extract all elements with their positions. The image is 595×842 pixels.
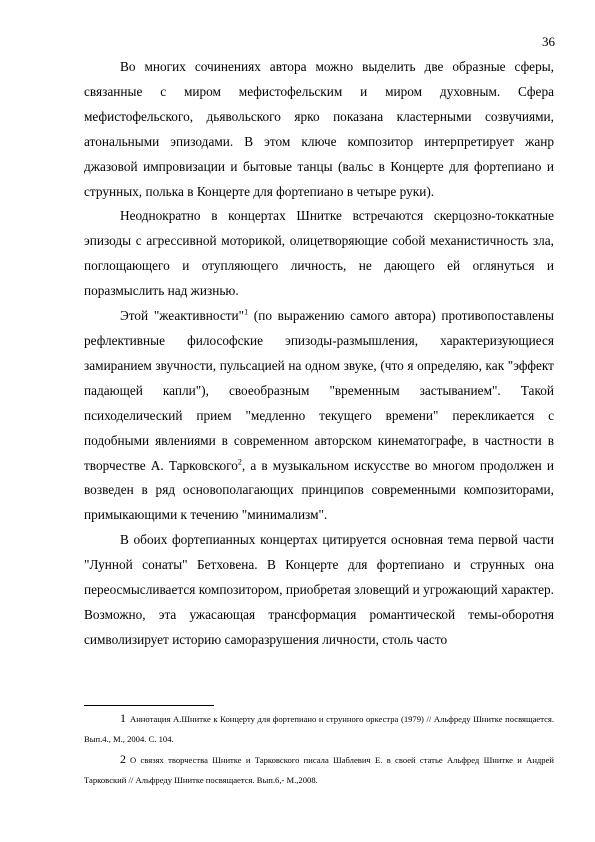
paragraph-4: В обоих фортепианных концертах цитируется основная тема первой части "Лунной сонаты" Бетховена. В Концерте для фортепиано и струнных она переосмысливается композитором, приобретая зловещий и угрожающий характер. Возможно, эта ужасающая трансформация романтической темы-оборотня символизирует историю саморазрушения личности, столь часто <box>84 532 554 647</box>
footnote-2 <box>84 749 554 790</box>
footnote-ref-2: 2 <box>237 457 242 467</box>
footnotes <box>84 708 554 790</box>
footnote-1 <box>84 708 554 749</box>
page-number: 36 <box>542 34 555 49</box>
paragraph-3-start: Этой "ж <box>120 308 169 324</box>
footnote-separator <box>84 705 214 706</box>
footnote-1-mark: 1 <box>120 711 126 725</box>
footnote-2-text: О связях творчества Шнитке и Тарковского писала Шаблевич Е. в своей статье Альфред Шнитке и Андрей Тарковский // Альфреду Шнитке посвящается. Вып.6,- М.,2008. <box>84 755 554 785</box>
paragraph-1: Во многих сочинениях автора можно выделить две образные сферы, связанные с миром мефистофельским и миром духовным. Сфера мефистофельского, дьявольского ярко показана кластерными созвучиями, атональными эпизодами. В этом ключе композитор интерпретирует жанр джазовой импровизации и бытовые танцы (вальс в Концерте для фортепиано и струнных, полька в Концерте для фортепиано в четыре руки). <box>84 59 554 199</box>
footnote-ref-1: 1 <box>244 307 249 317</box>
paragraph-3-end: , а в музыкальном искусстве во многом продолжен и возведен в ряд основополагающих принципов современными композиторами, примыкающими к течению "минимализм". <box>84 457 554 523</box>
paragraph-2: Неоднократно в концертах Шнитке встречаются скерцозно-токкатные эпизоды с агрессивной моторикой, олицетворяющие собой механистичность зла, поглощающего и отупляющего личность, не дающего ей оглянуться и поразмыслить над жизнью. <box>84 208 554 299</box>
body-text <box>84 55 554 653</box>
paragraph-3-word: еактивности" <box>168 308 245 324</box>
paragraph-3-middle: (по выражению самого автора) противопоставлены рефлективные философские эпизоды-размышления, характеризующиеся замиранием звучности, пульсацией на одном звуке, (что я определяю, как "эффект падающей капли"), своеобразным "временным застыванием". Такой психоделический прием "медленно текущего времени" перекликается с подобными явлениями в современном авторском кинематографе, в частности в творчестве А. Тарковского <box>84 308 554 473</box>
footnote-2-mark: 2 <box>120 752 126 766</box>
paragraph-3 <box>84 304 554 528</box>
footnote-1-text: Аннотация А.Шнитке к Концерту для фортепиано и струнного оркестра (1979) // Альфреду Шнитке посвящается. Вып.4., М., 2004. С. 104. <box>84 714 554 744</box>
